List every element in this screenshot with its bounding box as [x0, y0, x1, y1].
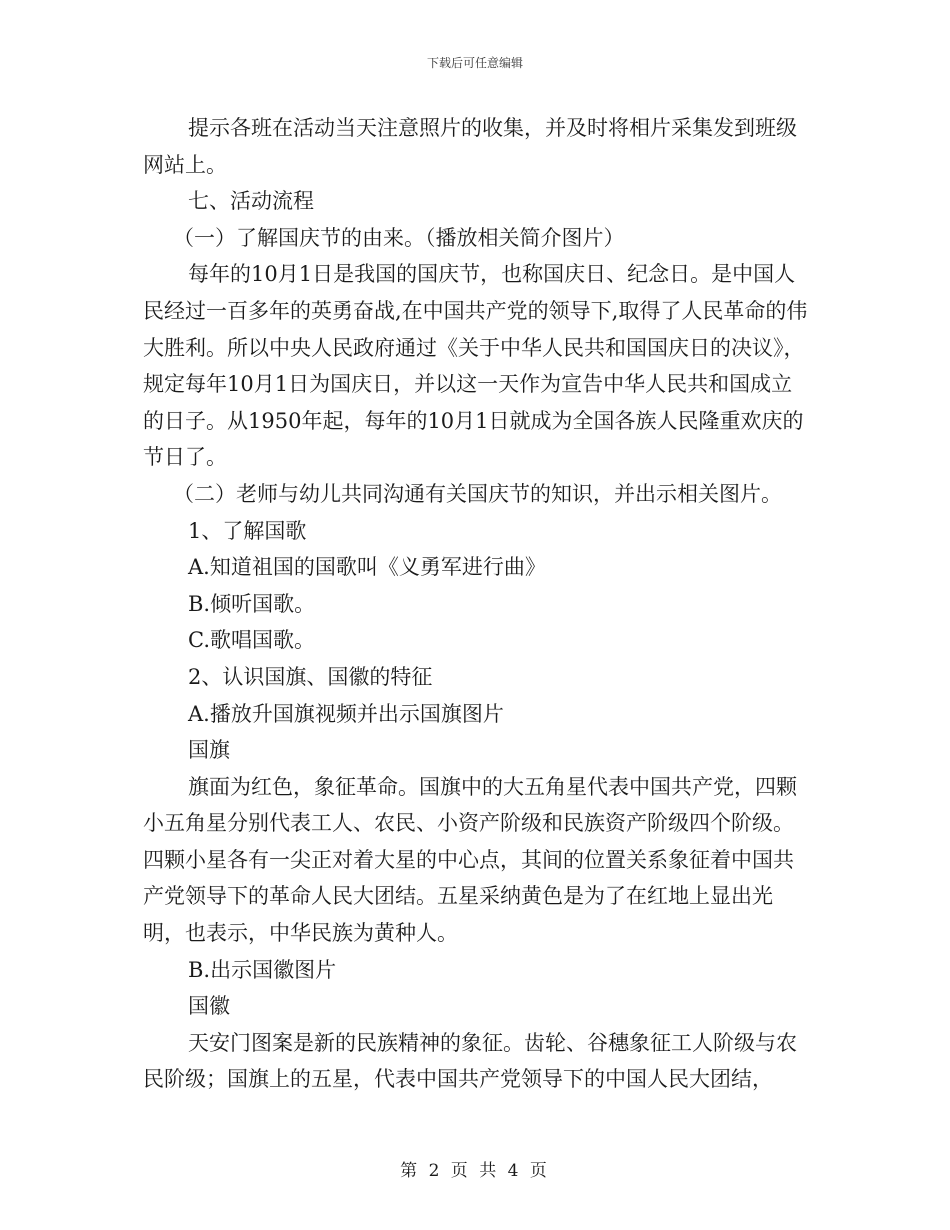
item-flag-a: A.播放升国旗视频并出示国旗图片: [188, 701, 504, 726]
item-emblem-b: B.出示国徽图片: [188, 957, 337, 982]
paragraph-photo-reminder: 提示各班在活动当天注意照片的收集，并及时将相片采集发到班级网站上。: [143, 116, 797, 177]
item-anthem-a: A.知道祖国的国歌叫《义勇军进行曲》: [188, 555, 546, 580]
item-anthem-b: B.倾听国歌。: [188, 591, 316, 616]
heading-section-two: （二）老师与幼儿共同沟通有关国庆节的知识，并出示相关图片。: [173, 481, 782, 506]
item-learn-anthem: 1、了解国歌: [188, 518, 307, 543]
item-anthem-c: C.歌唱国歌。: [188, 628, 315, 653]
document-body: [143, 110, 813, 1098]
paragraph-flag-description: 旗面为红色，象征革命。国旗中的大五角星代表中国共产党，四颗小五角星分别代表工人、农民、小资产阶级和民族资产阶级四个阶级。四颗小星各有一尖正对着大星的中心点，其间的位置关系象征着中国共产党领导下的革命人民大团结。五星采纳黄色是为了在红地上显出光明，也表示，中华民族为黄种人。: [143, 774, 797, 946]
paragraph-national-day-origin: 每年的10月1日是我国的国庆节，也称国庆日、纪念日。是中国人民经过一百多年的英勇奋战,在中国共产党的领导下,取得了人民革命的伟大胜利。所以中央人民政府通过《关于中华人民共和国国庆日的决议》，规定每年10月1日为国庆日，并以这一天作为宣告中华人民共和国成立的日子。从1950年起，每年的10月1日就成为全国各族人民隆重欢庆的节日了。: [143, 262, 808, 470]
page-header-note: 下载后可任意编辑: [426, 56, 523, 70]
page-number-footer: 第 2 页 共 4 页: [400, 1161, 550, 1181]
heading-national-flag: 国旗: [188, 738, 230, 763]
paragraph-emblem-description: 天安门图案是新的民族精神的象征。齿轮、谷穗象征工人阶级与农民阶级；国旗上的五星，代表中国共产党领导下的中国人民大团结，: [143, 1030, 797, 1092]
item-flag-emblem: 2、认识国旗、国徽的特征: [188, 664, 433, 689]
heading-section-one: （一）了解国庆节的由来。（播放相关简介图片）: [173, 225, 625, 250]
heading-activity-process: 七、活动流程: [188, 189, 314, 214]
heading-national-emblem: 国徽: [188, 994, 230, 1019]
